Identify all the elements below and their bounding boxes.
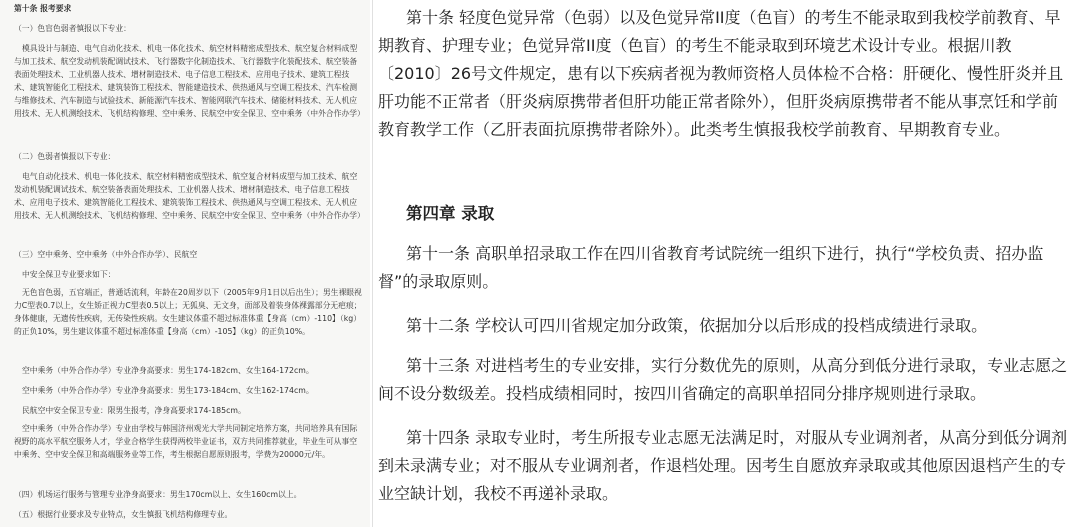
left-height-line-3: 民航空中安全保卫专业：限男生报考，净身高要求174-185cm。 — [22, 406, 246, 415]
article-10-paragraph: 第十条 轻度色觉异常（色弱）以及色觉异常II度（色盲）的考生不能录取到我校学前教育、早期教育、护理专业；色觉异常II度（色盲）的考生不能录取到环境艺术设计专业。根据川教〔2010〕26号文件规定，患有以下疾病者视为教师资格人员体检不合格：肝硬化、慢性肝炎并且肝功能不正常者（肝炎病原携带者但肝功能正常者除外），但肝炎病原携带者不能从事烹饪和学前教育教学工作（乙肝表面抗原携带者除外）。此类考生慎报我校学前教育、早期教育专业。 — [378, 8, 1064, 139]
article-11-paragraph: 第十一条 高职单招录取工作在四川省教育考试院统一组织下进行，执行“学校负责、招办监督”的录取原则。 — [378, 244, 1044, 291]
left-subheading-3: （三）空中乘务、空中乘务（中外合作办学）、民航空 — [14, 250, 198, 259]
page-divider — [372, 0, 373, 527]
right-document-page — [378, 0, 1078, 527]
left-height-line-2: 空中乘务（中外合作办学）专业净身高要求：男生173-184cm、女生162-174cm。 — [22, 386, 314, 395]
left-article-heading: 第十条 报考要求 — [14, 4, 72, 13]
left-paragraph-1: 模具设计与制造、电气自动化技术、机电一体化技术、航空材料精密成型技术、航空复合材料成型与加工技术、航空发动机装配调试技术、飞行器数字化制造技术、飞行器数字化装配技术、航空装备表面处理技术、工业机器人技术、增材制造技术、电子信息工程技术、应用电子技术、建筑工程技术、建筑智能化工程技术、建筑装饰工程技术、智能建造技术、供热通风与空调工程技术、汽车检测与维修技术、汽车制造与试验技术、新能源汽车技术、智能网联汽车技术、储能材料技术、无人机应用技术、无人机测绘技术、飞机结构修理、空中乘务、民航空中安全保卫、空中乘务（中外合作办学） — [14, 44, 365, 118]
left-subheading-3-cont: 中安全保卫专业要求如下： — [22, 270, 116, 279]
left-subheading-4: （四）机场运行服务与管理专业净身高要求：男生170cm以上、女生160cm以上。 — [14, 490, 302, 499]
left-paragraph-3: 无色盲色弱，五官端正，普通话流利，年龄在20周岁以下（2005年9月1日以后出生）；男生裸眼视力C型表0.7以上，女生矫正视力C型表0.5以上；无狐臭、无文身，面部及着装身体裸露部分无疤痕；身体健康，无遗传性疾病，无传染性疾病。女生建议体重不超过标准体重【身高（cm）-110】（kg）的正负10%，男生建议体重不超过标准体重【身高（cm）-105】（kg）的正负10%。 — [14, 288, 362, 336]
left-subheading-2: （二）色弱者慎报以下专业： — [14, 152, 116, 161]
left-paragraph-2: 电气自动化技术、机电一体化技术、航空材料精密成型技术、航空复合材料成型与加工技术、航空发动机装配调试技术、航空装备表面处理技术、工业机器人技术、增材制造技术、电子信息工程技术、应用电子技术、建筑智能化工程技术、建筑装饰工程技术、供热通风与空调工程技术、无人机应用技术、无人机测绘技术、飞机结构修理、空中乘务、民航空中安全保卫、空中乘务（中外合作办学） — [14, 172, 365, 220]
chapter-4-heading: 第四章 录取 — [406, 204, 495, 223]
article-12-paragraph: 第十二条 学校认可四川省规定加分政策，依据加分以后形成的投档成绩进行录取。 — [406, 316, 988, 335]
left-subheading-1: （一）色盲色弱者慎报以下专业： — [14, 24, 131, 33]
article-13-paragraph: 第十三条 对进档考生的专业安排，实行分数优先的原则，从高分到低分进行录取，专业志愿之间不设分数级差。投档成绩相同时，按四川省确定的高职单招同分排序规则进行录取。 — [378, 356, 1068, 403]
left-height-line-1: 空中乘务（中外合作办学）专业净身高要求：男生174-182cm、女生164-172cm。 — [22, 366, 314, 375]
left-document-page — [0, 0, 370, 527]
article-14-paragraph: 第十四条 录取专业时，考生所报专业志愿无法满足时，对服从专业调剂者，从高分到低分调剂到未录满专业；对不服从专业调剂者，作退档处理。因考生自愿放弃录取或其他原因退档产生的专业空缺计划，我校不再递补录取。 — [378, 428, 1068, 503]
left-paragraph-4: 空中乘务（中外合作办学）专业由学校与韩国济州观光大学共同制定培养方案，共同培养具有国际视野的高水平航空服务人才，学业合格学生获得两校毕业证书，双方共同推荐就业，毕业生可从事空中乘务、空中安全保卫和高端服务业等工作，考生根据自愿原则报考，学费为20000元/年。 — [14, 424, 358, 459]
left-subheading-5: （五）根据行业要求及专业特点，女生慎报飞机结构修理专业。 — [14, 510, 233, 519]
